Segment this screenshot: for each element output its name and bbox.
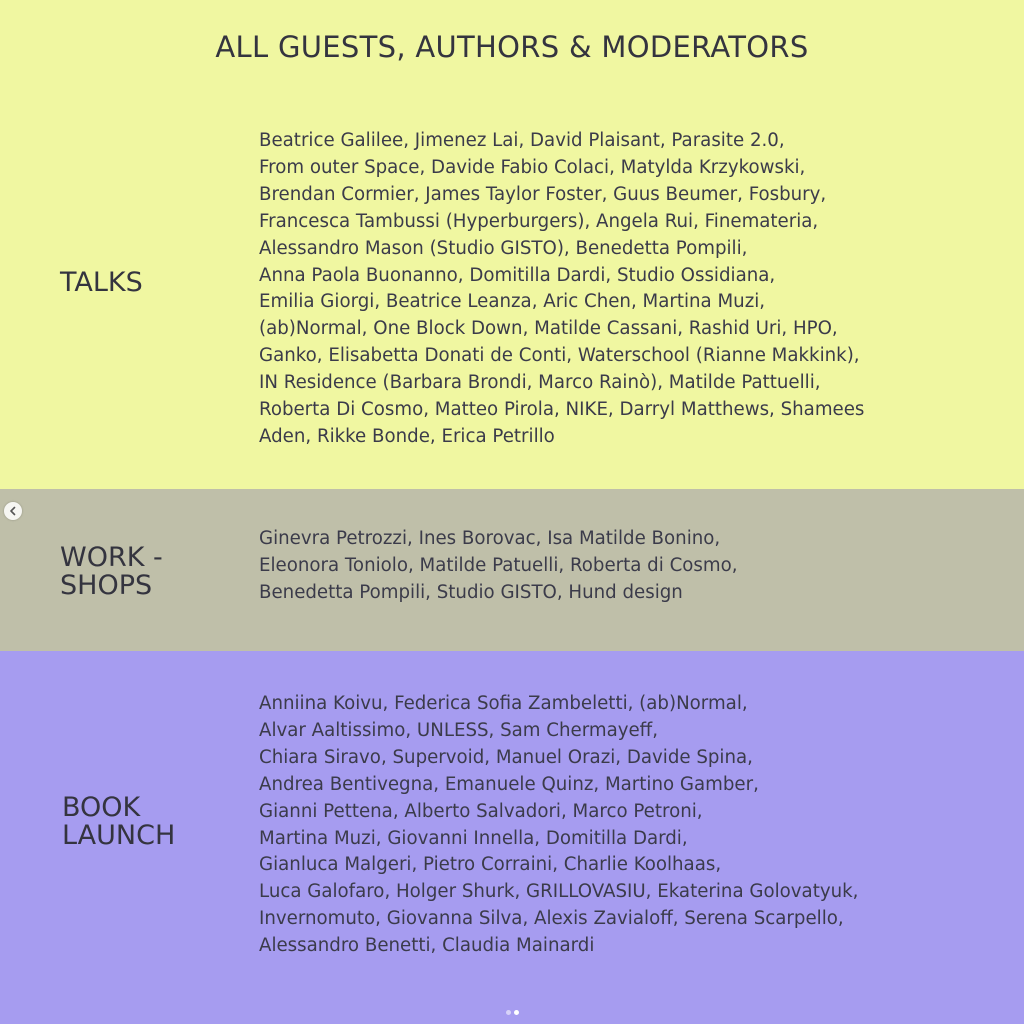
workshops-names: Ginevra Petrozzi, Ines Borovac, Isa Matilde Bonino, Eleonora Toniolo, Matilde Patuelli, Roberta di Cosmo, Benedetta Pompili, Studio GISTO, Hund design	[259, 528, 738, 603]
carousel-dot-2[interactable]	[514, 1010, 519, 1015]
workshops-section	[0, 489, 1024, 651]
carousel-pagination	[0, 1010, 1024, 1015]
talks-section	[0, 0, 1024, 489]
carousel-prev-button[interactable]	[4, 502, 22, 520]
workshops-label: WORK - SHOPS	[60, 542, 163, 601]
book-launch-section	[0, 651, 1024, 1024]
carousel-dot-1[interactable]	[506, 1010, 511, 1015]
talks-names: Beatrice Galilee, Jimenez Lai, David Plaisant, Parasite 2.0, From outer Space, Davide Fabio Colaci, Matylda Krzykowski, Brendan Cormier, James Taylor Foster, Guus Beumer, Fosbury, Francesca Tambussi (Hyperburgers), Angela Rui, Finemateria, Alessandro Mason (Studio GISTO), Benedetta Pompili, Anna Paola Buonanno, Domitilla Dardi, Studio Ossidiana, Emilia Giorgi, Beatrice Leanza, Aric Chen, Martina Muzi, (ab)Normal, One Block Down, Matilde Cassani, Rashid Uri, HPO, Ganko, Elisabetta Donati de Conti, Waterschool (Rianne Makkink), IN Residence (Barbara Brondi, Marco Rainò), Matilde Pattuelli, Roberta Di Cosmo, Matteo Pirola, NIKE, Darryl Matthews, Shamees Aden, Rikke Bonde, Erica Petrillo	[259, 130, 865, 447]
book-launch-label: BOOK LAUNCH	[62, 792, 176, 851]
book-launch-names: Anniina Koivu, Federica Sofia Zambeletti, (ab)Normal, Alvar Aaltissimo, UNLESS, Sam Chermayeff, Chiara Siravo, Supervoid, Manuel Orazi, Davide Spina, Andrea Bentivegna, Emanuele Quinz, Martino Gamber, Gianni Pettena, Alberto Salvadori, Marco Petroni, Martina Muzi, Giovanni Innella, Domitilla Dardi, Gianluca Malgeri, Pietro Corraini, Charlie Koolhaas, Luca Galofaro, Holger Shurk, GRILLOVASIU, Ekaterina Golovatyuk, Invernomuto, Giovanna Silva, Alexis Zavialoff, Serena Scarpello, Alessandro Benetti, Claudia Mainardi	[259, 693, 859, 957]
talks-label: TALKS	[60, 267, 143, 298]
page-title: ALL GUESTS, AUTHORS & MODERATORS	[215, 30, 809, 64]
chevron-left-icon	[8, 506, 18, 516]
